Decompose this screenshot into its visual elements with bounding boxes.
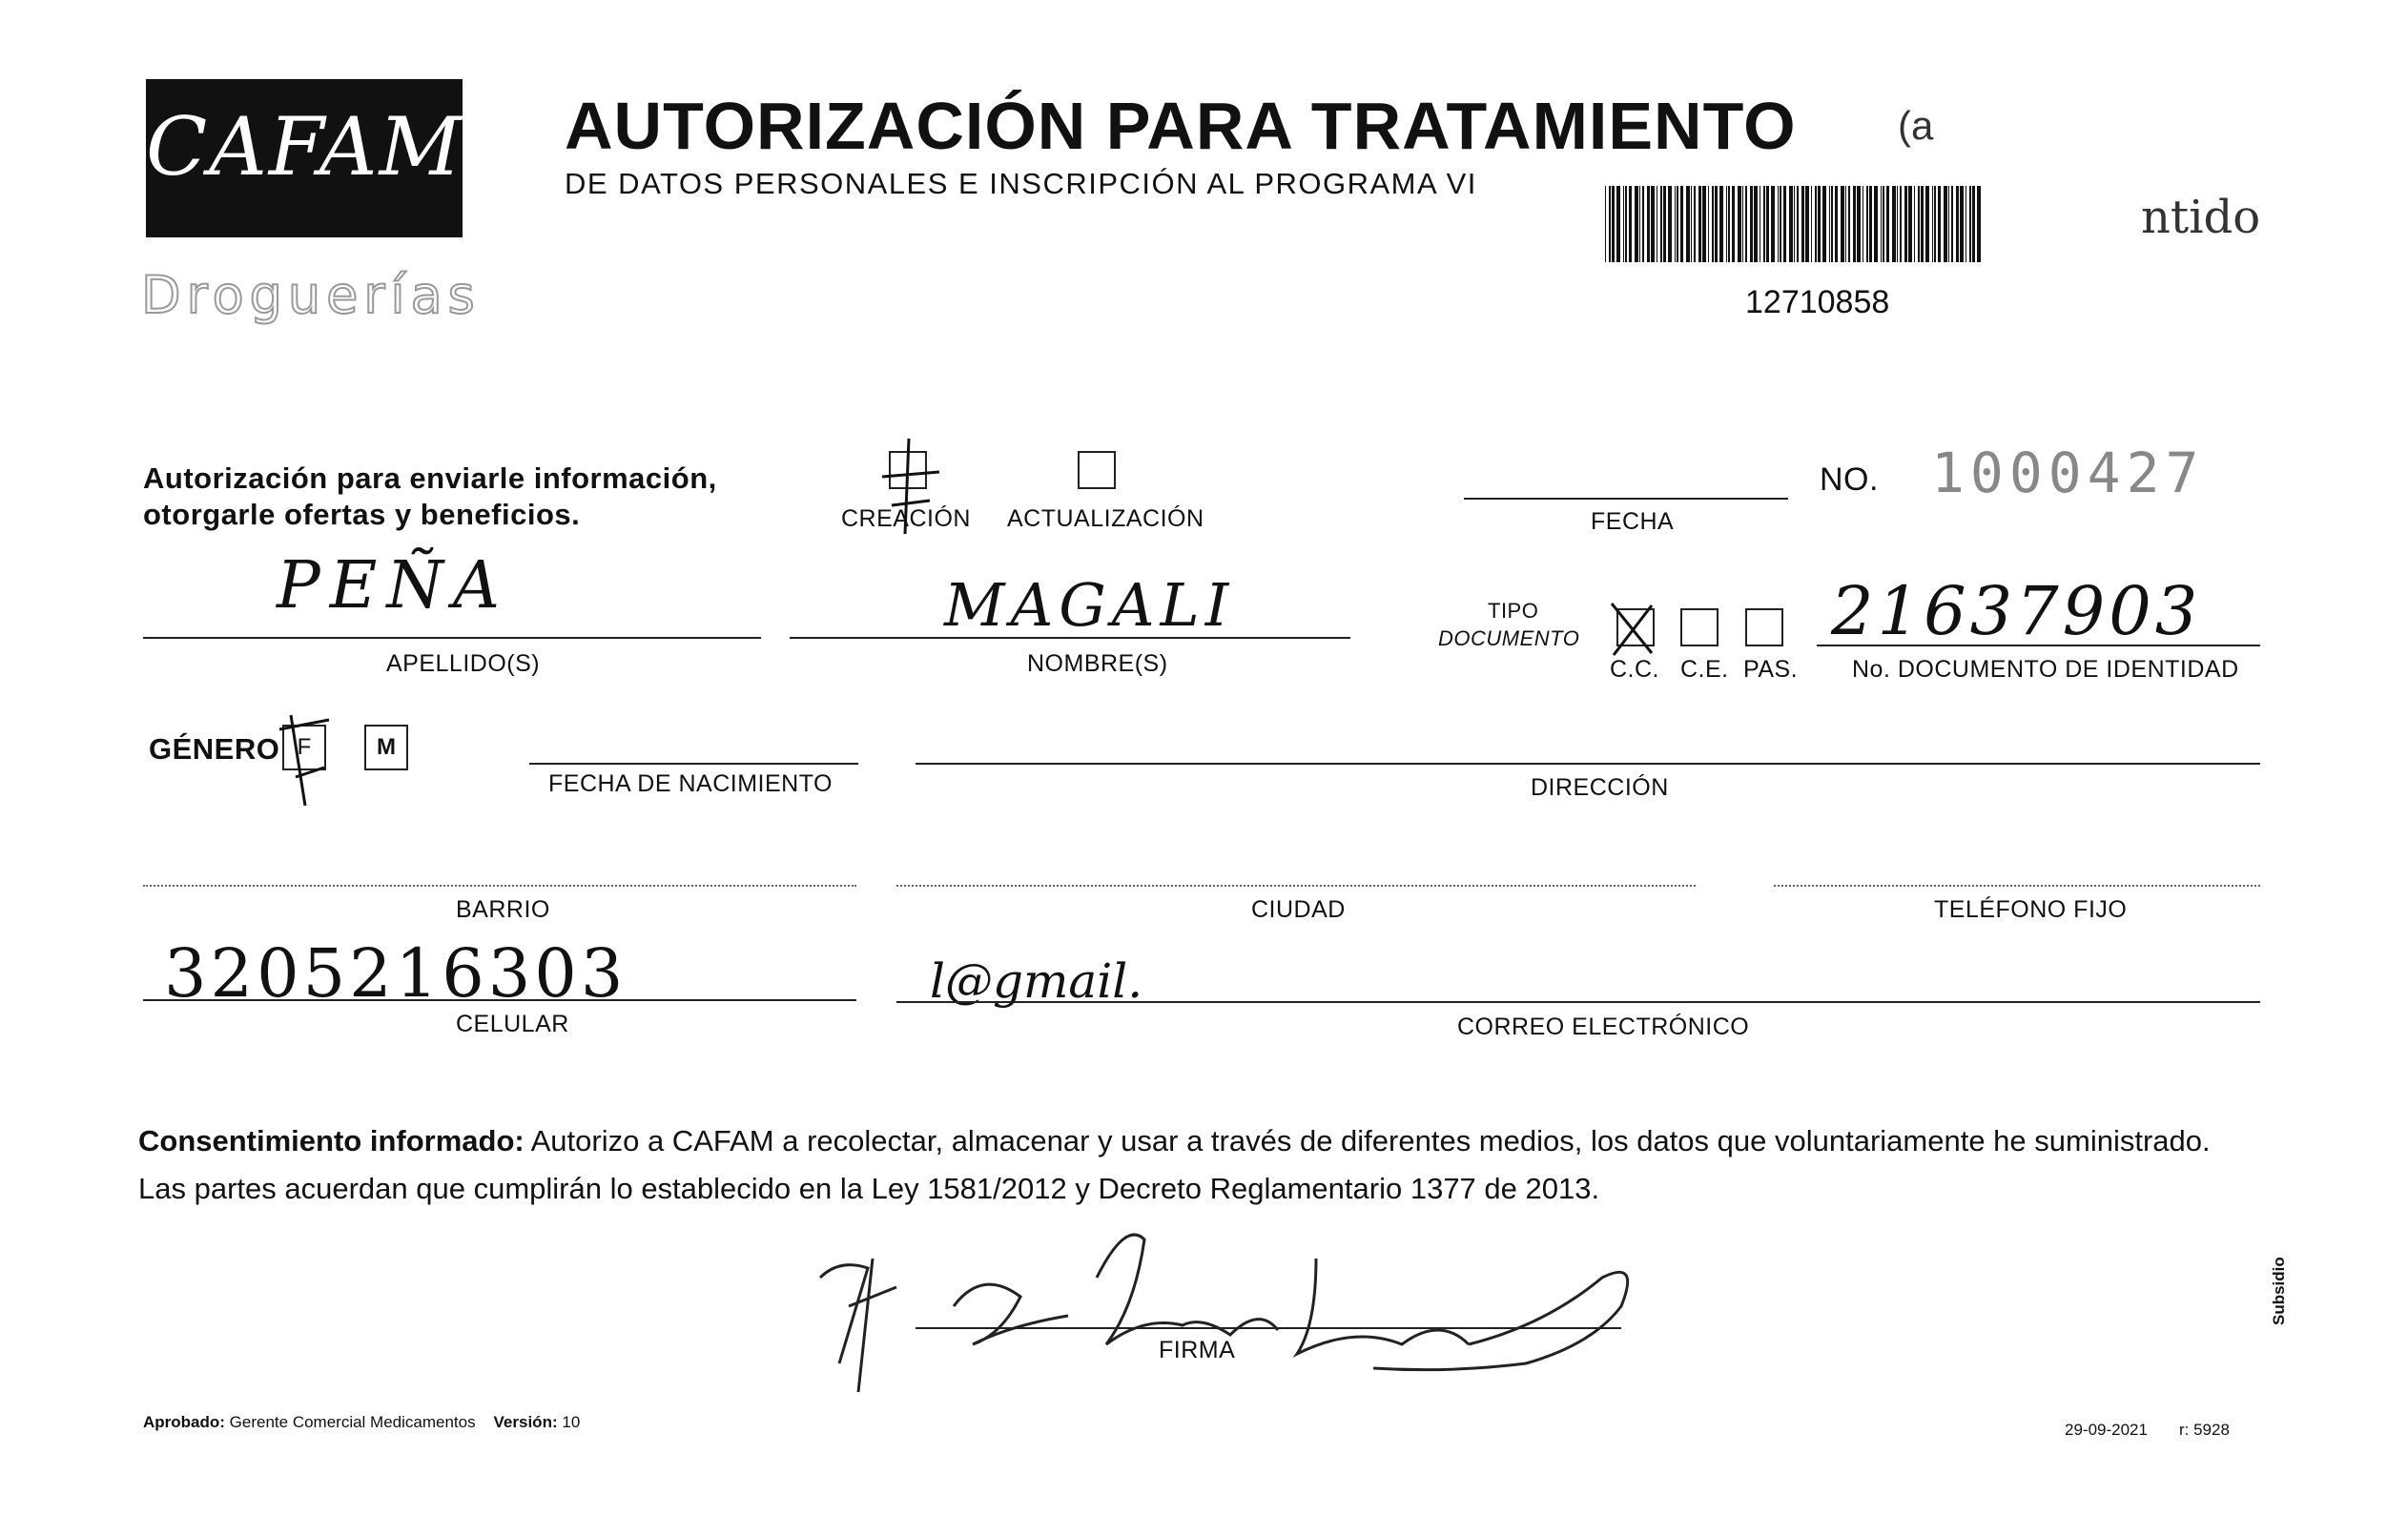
barcode-bar xyxy=(1780,186,1781,262)
barcode-bar xyxy=(1797,186,1799,262)
barcode-bar xyxy=(1642,186,1644,262)
pas-label: PAS. xyxy=(1743,656,1799,683)
barcode-bar xyxy=(1918,186,1920,262)
barcode-bar xyxy=(1857,186,1861,262)
barcode-bar xyxy=(1972,186,1975,262)
barrio-label: BARRIO xyxy=(456,896,550,923)
nacimiento-line xyxy=(529,763,858,765)
barcode-bar xyxy=(1908,186,1912,262)
version-value: 10 xyxy=(562,1413,581,1431)
fecha-label: FECHA xyxy=(1591,508,1675,535)
side-text: Subsidio xyxy=(2270,1257,2288,1325)
version-label: Versión: xyxy=(493,1413,558,1431)
barcode-bar xyxy=(1728,186,1730,262)
ce-checkbox[interactable] xyxy=(1680,608,1719,646)
barcode-bar xyxy=(1668,186,1672,262)
actualizacion-checkbox[interactable] xyxy=(1078,451,1116,489)
barcode-bar xyxy=(1866,186,1868,262)
barcode-bar xyxy=(1794,186,1795,262)
barcode-bar xyxy=(1715,186,1718,262)
barcode-bar xyxy=(1822,186,1826,262)
barcode-bar xyxy=(1686,186,1690,262)
barcode-bar xyxy=(1841,186,1844,262)
genero-m-checkbox[interactable] xyxy=(364,725,408,770)
barcode-bar xyxy=(1789,186,1793,262)
actualizacion-label: ACTUALIZACIÓN xyxy=(1007,505,1204,532)
barcode-bar xyxy=(1738,186,1741,262)
form-title: AUTORIZACIÓN PARA TRATAMIENTO xyxy=(565,89,1797,163)
footer-date: 29-09-2021 xyxy=(2065,1421,2148,1439)
ce-label: C.E. xyxy=(1680,656,1729,683)
no-label: NO. xyxy=(1820,461,1879,498)
consent-line-1 xyxy=(138,1117,2211,1165)
correo-line xyxy=(896,1001,2260,1003)
footer-code: r: 5928 xyxy=(2179,1421,2230,1439)
barcode-bar xyxy=(1960,186,1964,262)
signature-image xyxy=(782,1201,1678,1411)
form-subtitle: DE DATOS PERSONALES E INSCRIPCIÓN AL PROGRAMA VI xyxy=(565,167,1477,200)
barcode-bar xyxy=(1763,186,1765,262)
barcode-bar xyxy=(1698,186,1701,262)
firma-label: FIRMA xyxy=(1159,1337,1236,1363)
barcode-bar xyxy=(1886,186,1889,262)
logo-subtitle: Droguerías xyxy=(141,265,481,325)
barcode-bar xyxy=(1677,186,1678,262)
barcode-bar xyxy=(1691,186,1692,262)
aprobado-value: Gerente Comercial Medicamentos xyxy=(229,1413,476,1431)
barrio-line xyxy=(143,885,856,887)
barcode-bar xyxy=(1904,186,1907,262)
genero-f-check-mark xyxy=(272,710,339,815)
barcode-bar xyxy=(1625,186,1627,262)
genero-m-label: M xyxy=(377,734,396,760)
barcode-bar xyxy=(1925,186,1929,262)
correo-value: l@gmail. xyxy=(930,953,1143,1009)
form-number: 1000427 xyxy=(1931,440,2205,505)
barcode-bar xyxy=(1938,186,1941,262)
barcode-bar xyxy=(1712,186,1714,262)
barcode-bar xyxy=(1801,186,1804,262)
nombre-value: MAGALI xyxy=(944,570,1235,640)
barcode-bar xyxy=(1934,186,1936,262)
barcode-bar xyxy=(1629,186,1632,262)
intro-line-2: otorgarle ofertas y beneficios. xyxy=(143,498,581,531)
barcode-bar xyxy=(1635,186,1638,262)
consent-heading: Consentimiento informado: xyxy=(138,1124,525,1157)
barcode-bar xyxy=(1969,186,1971,262)
footer-approval xyxy=(143,1413,580,1432)
telefono-label: TELÉFONO FIJO xyxy=(1934,896,2128,923)
barcode-bar xyxy=(1742,186,1743,262)
barcode-bar xyxy=(1892,186,1896,262)
tipo-label: TIPO xyxy=(1488,599,1539,623)
barcode-bar xyxy=(1778,186,1779,262)
corner-scrap-text: ntido xyxy=(2141,191,2261,244)
barcode-bar xyxy=(1647,186,1650,262)
cc-check-mark xyxy=(1604,596,1661,663)
nacimiento-label: FECHA DE NACIMIENTO xyxy=(548,770,833,797)
barcode-image xyxy=(1605,186,1985,262)
genero-label: GÉNERO xyxy=(149,732,280,766)
barcode-bar xyxy=(1951,186,1953,262)
barcode-bar xyxy=(1771,186,1775,262)
barcode-bar xyxy=(1956,186,1959,262)
barcode-bar xyxy=(1815,186,1817,262)
barcode-bar xyxy=(1921,186,1924,262)
barcode-bar xyxy=(1675,186,1676,262)
barcode-bar xyxy=(1881,186,1882,262)
barcode-bar xyxy=(1708,186,1709,262)
barcode-bar xyxy=(1869,186,1872,262)
telefono-line xyxy=(1774,885,2260,887)
barcode-bar xyxy=(1829,186,1830,262)
barcode-bar xyxy=(1694,186,1696,262)
barcode-bar xyxy=(1853,186,1856,262)
barcode-bar xyxy=(1811,186,1812,262)
documento-number-line xyxy=(1817,645,2260,646)
barcode-bar xyxy=(1874,186,1878,262)
intro-line-1: Autorización para enviarle información, xyxy=(143,461,717,495)
fecha-line xyxy=(1464,498,1788,500)
genero-f-label: F xyxy=(297,734,312,760)
barcode-bar xyxy=(1944,186,1947,262)
apellido-value: PEÑA xyxy=(277,548,509,624)
consent-line-2: Las partes acuerdan que cumplirán lo establecido en la Ley 1581/2012 y Decreto Reglamentario 1377 de 2013. xyxy=(138,1172,1600,1205)
barcode-bar xyxy=(1932,186,1933,262)
corner-mark: (a xyxy=(1898,103,1934,148)
barcode-bar xyxy=(1623,186,1624,262)
barcode-bar xyxy=(1680,186,1683,262)
barcode-bar xyxy=(1805,186,1809,262)
barcode-bar xyxy=(1750,186,1753,262)
barcode-bar xyxy=(1719,186,1723,262)
apellido-line xyxy=(143,637,761,639)
consent-text-1: Autorizo a CAFAM a recolectar, almacenar y usar a través de diferentes medios, los datos que voluntariamente he suministrado. xyxy=(524,1124,2211,1157)
nombre-label: NOMBRE(S) xyxy=(1027,650,1168,677)
barcode-bar xyxy=(1766,186,1769,262)
barcode-bar xyxy=(1609,186,1611,262)
correo-label: CORREO ELECTRÓNICO xyxy=(1457,1014,1750,1040)
cc-label: C.C. xyxy=(1610,656,1659,683)
barcode-bar xyxy=(1977,186,1981,262)
barcode-bar xyxy=(1612,186,1615,262)
barcode-bar xyxy=(1639,186,1640,262)
ciudad-line xyxy=(896,885,1696,887)
barcode-bar xyxy=(1783,186,1786,262)
direccion-label: DIRECCIÓN xyxy=(1531,774,1669,801)
barcode-bar xyxy=(1831,186,1833,262)
barcode-bar xyxy=(1745,186,1747,262)
barcode-bar xyxy=(1900,186,1902,262)
pas-checkbox[interactable] xyxy=(1745,608,1783,646)
barcode-bar xyxy=(1663,186,1666,262)
barcode-bar xyxy=(1848,186,1850,262)
barcode-bar xyxy=(1914,186,1915,262)
barcode-bar xyxy=(1726,186,1727,262)
celular-line xyxy=(143,999,856,1001)
direccion-line xyxy=(916,763,2260,765)
creacion-label: CREACIÓN xyxy=(841,505,971,532)
celular-value: 3205216303 xyxy=(164,934,628,1013)
barcode-bar xyxy=(1732,186,1735,262)
apellido-label: APELLIDO(S) xyxy=(386,650,541,677)
barcode-bar xyxy=(1948,186,1949,262)
barcode-bar xyxy=(1616,186,1620,262)
barcode-bar xyxy=(1651,186,1655,262)
logo: CAFAM xyxy=(146,100,463,194)
barcode-number: 12710858 xyxy=(1745,284,1890,320)
barcode-bar xyxy=(1754,186,1758,262)
aprobado-label: Aprobado: xyxy=(143,1413,225,1431)
documento-number-value: 21637903 xyxy=(1831,572,2202,650)
barcode-bar xyxy=(1818,186,1821,262)
barcode-bar xyxy=(1702,186,1706,262)
celular-label: CELULAR xyxy=(456,1011,569,1037)
barcode-bar xyxy=(1835,186,1838,262)
documento-number-label: No. DOCUMENTO DE IDENTIDAD xyxy=(1852,656,2239,683)
barcode-bar xyxy=(1660,186,1662,262)
barcode-bar xyxy=(1883,186,1884,262)
barcode-bar xyxy=(1897,186,1898,262)
barcode-bar xyxy=(1605,186,1606,262)
nombre-line xyxy=(790,637,1350,639)
firma-line xyxy=(916,1327,1621,1329)
barcode-bar xyxy=(1845,186,1846,262)
ciudad-label: CIUDAD xyxy=(1251,896,1346,923)
documento-label: DOCUMENTO xyxy=(1438,626,1580,650)
